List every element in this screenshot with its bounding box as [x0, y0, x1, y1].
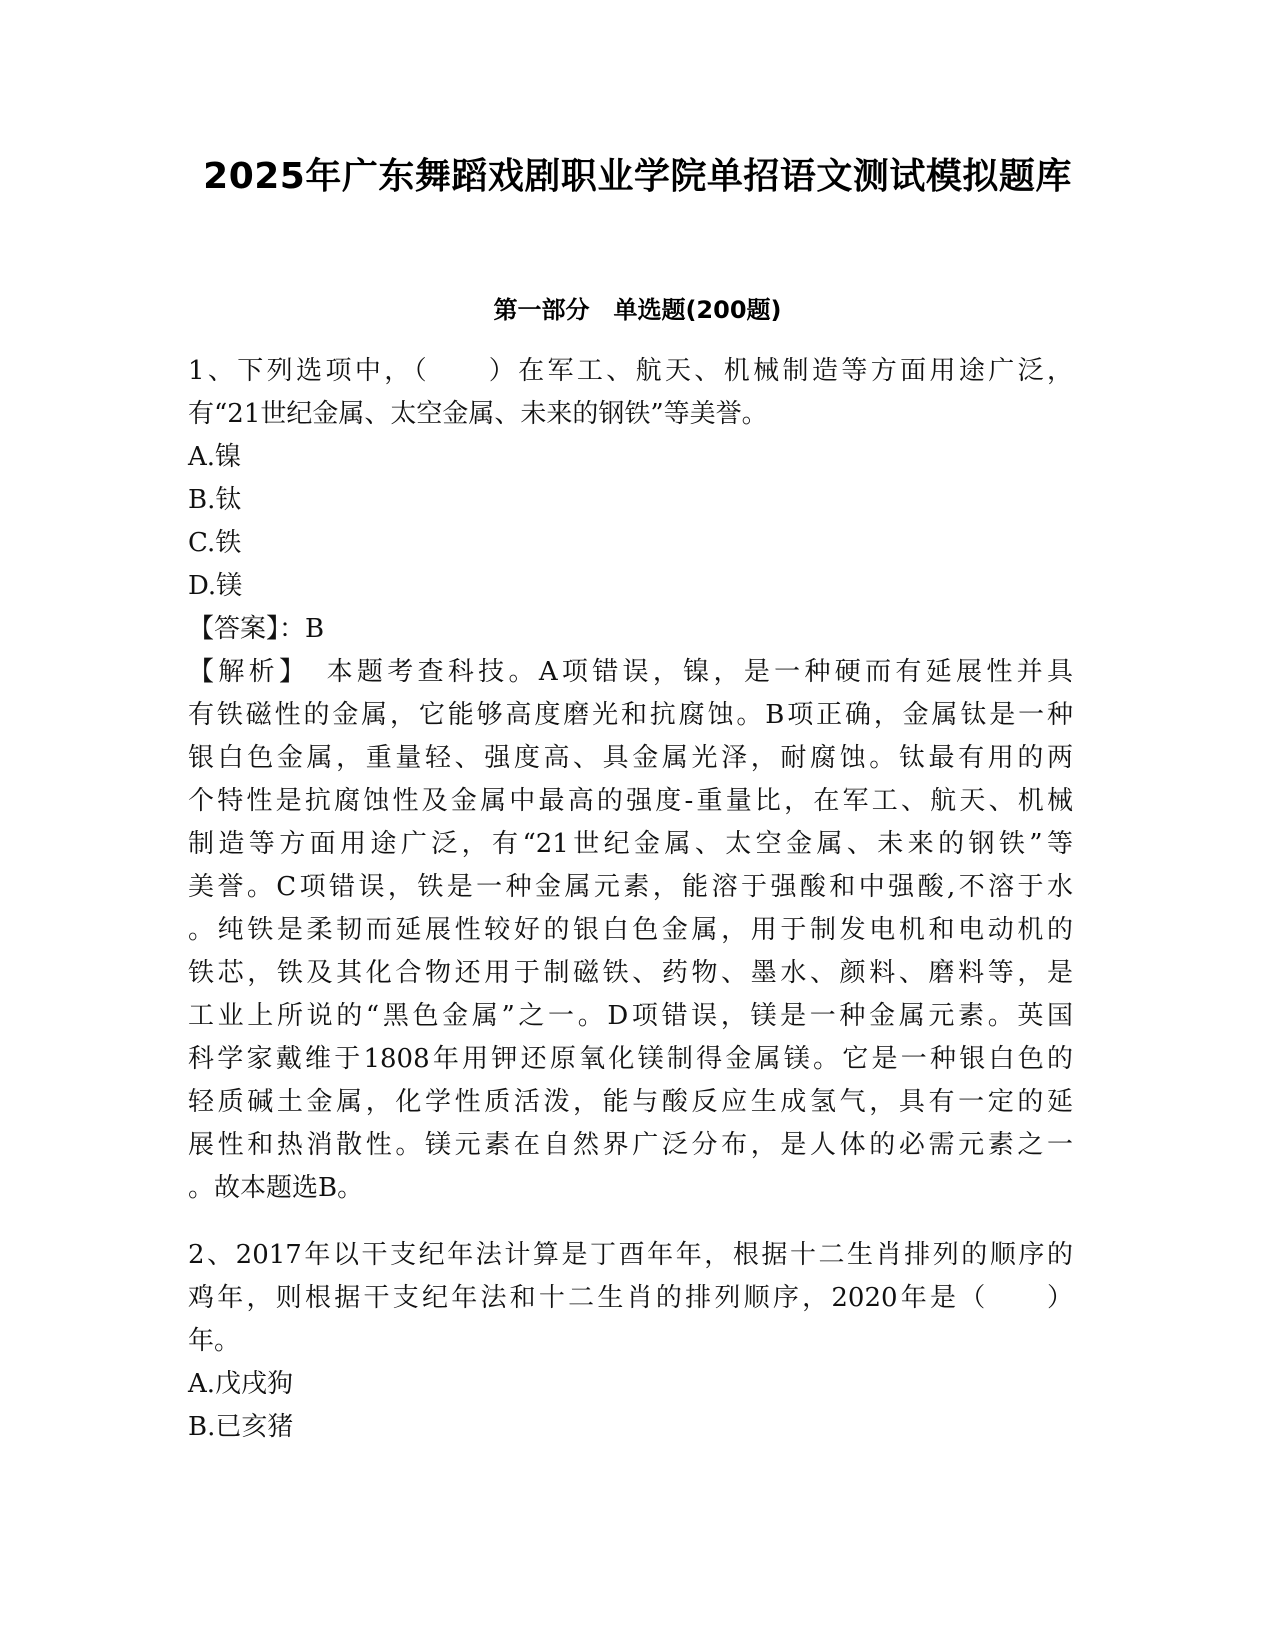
question-1-analysis-line: 【解析】 本题考查科技。A项错误，镍，是一种硬而有延展性并具 [188, 657, 1073, 687]
question-1-option-d: D.镁 [188, 571, 243, 601]
question-1-option-b: B.钛 [188, 485, 242, 515]
question-2-stem-line: 鸡年，则根据干支纪年法和十二生肖的排列顺序，2020年是（ ） [188, 1283, 1073, 1313]
question-1-analysis-line: 科学家戴维于1808年用钾还原氧化镁制得金属镁。它是一种银白色的 [188, 1044, 1073, 1074]
question-1-analysis-line: 。纯铁是柔韧而延展性较好的银白色金属，用于制发电机和电动机的 [188, 915, 1073, 945]
question-1-analysis-line: 工业上所说的“黑色金属”之一。D项错误，镁是一种金属元素。英国 [188, 1001, 1073, 1031]
question-1-analysis-line: 轻质碱土金属，化学性质活泼，能与酸反应生成氢气，具有一定的延 [188, 1087, 1073, 1117]
question-1-stem-line: 有“21世纪金属、太空金属、未来的钢铁”等美誉。 [188, 399, 768, 429]
document-title: 2025年广东舞蹈戏剧职业学院单招语文测试模拟题库 [203, 156, 1072, 197]
question-2 [188, 1234, 1073, 1449]
section-heading: 第一部分 单选题(200题) [493, 296, 782, 324]
question-1-analysis-line: 制造等方面用途广泛，有“21世纪金属、太空金属、未来的钢铁”等 [188, 829, 1073, 859]
question-1 [188, 350, 1073, 1210]
question-2-option-a: A.戊戌狗 [188, 1369, 294, 1399]
question-1-answer: 【答案】：B [188, 614, 325, 644]
question-1-option-a: A.镍 [188, 442, 242, 472]
question-1-analysis-line: 有铁磁性的金属，它能够高度磨光和抗腐蚀。B项正确，金属钛是一种 [188, 700, 1073, 730]
question-1-analysis-line: 美誉。C项错误，铁是一种金属元素，能溶于强酸和中强酸,不溶于水 [188, 872, 1073, 902]
question-1-analysis-line: 展性和热消散性。镁元素在自然界广泛分布，是人体的必需元素之一 [188, 1130, 1073, 1160]
question-1-analysis-line: 铁芯，铁及其化合物还用于制磁铁、药物、墨水、颜料、磨料等，是 [188, 958, 1073, 988]
question-1-analysis-line: 银白色金属，重量轻、强度高、具金属光泽，耐腐蚀。钛最有用的两 [188, 743, 1073, 773]
question-gap [188, 1210, 1073, 1234]
question-2-option-b: B.已亥猪 [188, 1412, 294, 1442]
question-1-option-c: C.铁 [188, 528, 242, 558]
document-body [188, 350, 1073, 1449]
question-1-stem-line: 1、下列选项中，（ ）在军工、航天、机械制造等方面用途广泛， [188, 356, 1073, 386]
question-2-stem-line: 年。 [188, 1326, 241, 1356]
question-1-analysis-line: 个特性是抗腐蚀性及金属中最高的强度-重量比，在军工、航天、机械 [188, 786, 1073, 816]
question-2-stem-line: 2、2017年以干支纪年法计算是丁酉年年，根据十二生肖排列的顺序的 [188, 1240, 1073, 1270]
question-1-analysis-line: 。故本题选B。 [188, 1173, 364, 1203]
